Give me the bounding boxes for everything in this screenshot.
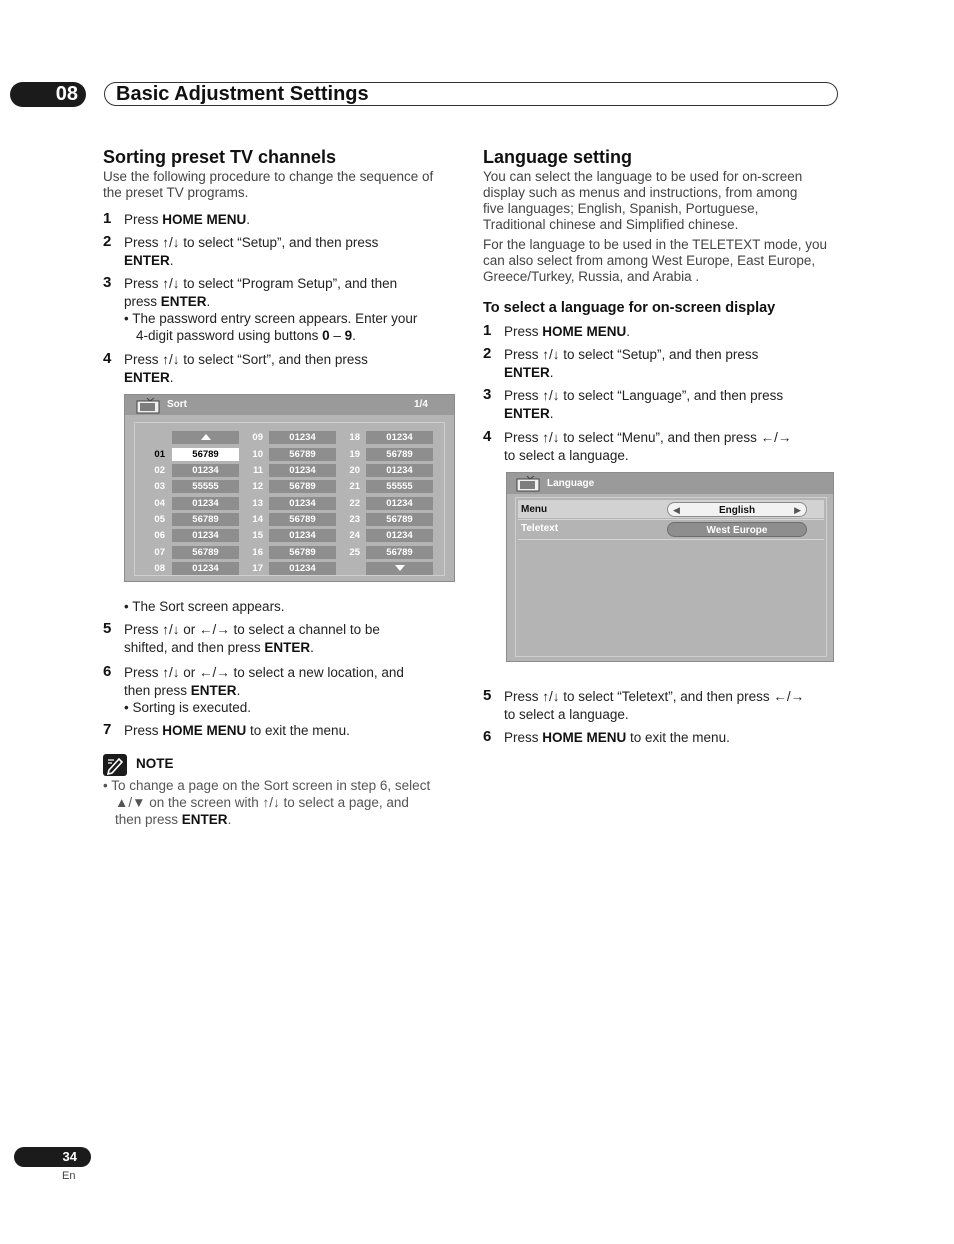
channel-cell[interactable]: 01234 (172, 529, 239, 542)
note-label: NOTE (136, 756, 174, 771)
channel-number: 19 (349, 449, 360, 460)
step-number: 7 (103, 721, 112, 738)
tv-icon (136, 398, 162, 416)
channel-number: 24 (349, 530, 360, 541)
channel-cell[interactable]: 56789 (172, 546, 239, 559)
language-screen (506, 472, 834, 662)
channel-cell[interactable]: 56789 (366, 448, 433, 461)
channel-cell[interactable]: 55555 (366, 480, 433, 493)
teletext-label: Teletext (521, 523, 559, 534)
channel-cell[interactable]: 56789 (172, 513, 239, 526)
step-number: 5 (103, 620, 112, 637)
sort-step-5: Press ↑/↓ or ←/→ to select a channel to be shifted, and then press ENTER. (124, 622, 380, 655)
teletext-language-value: West Europe (706, 525, 768, 536)
teletext-language-selector[interactable] (667, 522, 807, 537)
step-number: 4 (483, 428, 492, 445)
channel-number: 05 (154, 514, 165, 525)
language-screen-title: Language (547, 478, 595, 489)
sort-step-6: Press ↑/↓ or ←/→ to select a new location, and then press ENTER. • Sorting is executed. (124, 665, 404, 715)
step-number: 2 (103, 233, 112, 250)
sort-screen-page: 1/4 (414, 399, 428, 410)
step-number: 1 (103, 210, 112, 227)
language-step-6: Press HOME MENU to exit the menu. (504, 730, 730, 745)
language-step-5: Press ↑/↓ to select “Teletext”, and then press ←/→ to select a language. (504, 689, 805, 722)
language-panel (515, 497, 827, 657)
step-number: 2 (483, 345, 492, 362)
channel-cell[interactable]: 56789 (269, 513, 336, 526)
language-step-2: Press ↑/↓ to select “Setup”, and then press ENTER. (504, 347, 759, 380)
channel-cell[interactable]: 01234 (269, 497, 336, 510)
tv-icon (516, 476, 542, 494)
language-step-1: Press HOME MENU. (504, 324, 631, 339)
channel-number: 20 (349, 465, 360, 476)
channel-number: 02 (154, 465, 165, 476)
channel-number: 10 (252, 449, 263, 460)
channel-cell[interactable]: 56789 (269, 480, 336, 493)
channel-cell[interactable]: 01234 (366, 431, 433, 444)
channel-number: 17 (252, 563, 263, 574)
sort-step-7: Press HOME MENU to exit the menu. (124, 723, 350, 738)
channel-cell[interactable]: 01234 (269, 562, 336, 575)
channel-cell[interactable]: 01234 (269, 431, 336, 444)
channel-cell[interactable]: 56789 (366, 513, 433, 526)
menu-label: Menu (521, 504, 548, 515)
language-step-3: Press ↑/↓ to select “Language”, and then press ENTER. (504, 388, 784, 421)
language-section-title: Language setting (483, 147, 633, 167)
channel-cell[interactable]: 01234 (366, 529, 433, 542)
channel-number: 03 (154, 481, 165, 492)
channel-number: 08 (154, 563, 165, 574)
channel-number: 23 (349, 514, 360, 525)
chapter-title: Basic Adjustment Settings (116, 83, 369, 105)
sort-screen-title: Sort (167, 399, 187, 410)
sort-screen-appears: • The Sort screen appears. (124, 599, 285, 614)
sort-step-4: Press ↑/↓ to select “Sort”, and then press ENTER. (124, 352, 368, 385)
channel-number: 04 (154, 498, 165, 509)
page-down-cell[interactable] (366, 562, 433, 575)
language-step-4: Press ↑/↓ to select “Menu”, and then press ←/→ to select a language. (504, 430, 792, 463)
page-up-cell[interactable] (172, 431, 239, 444)
channel-cell[interactable]: 55555 (172, 480, 239, 493)
sort-section-title: Sorting preset TV channels (103, 147, 337, 167)
language-code: En (62, 1170, 76, 1182)
step-number: 5 (483, 687, 492, 704)
note-text: • To change a page on the Sort screen in step 6, select ▲/▼ on the screen with ↑/↓ to select a page, and then press ENTER. (103, 778, 431, 827)
channel-cell[interactable]: 01234 (172, 464, 239, 477)
channel-number: 12 (252, 481, 263, 492)
channel-cell[interactable]: 01234 (366, 464, 433, 477)
channel-cell[interactable]: 01234 (366, 497, 433, 510)
channel-number: 09 (252, 432, 263, 443)
channel-number: 07 (154, 547, 165, 558)
channel-number: 14 (252, 514, 263, 525)
channel-cell[interactable]: 01234 (172, 562, 239, 575)
channel-number: 16 (252, 547, 263, 558)
channel-cell[interactable]: 56789 (269, 448, 336, 461)
step-number: 6 (103, 663, 112, 680)
language-subheading: To select a language for on-screen display (483, 300, 776, 316)
channel-cell[interactable]: 01234 (269, 464, 336, 477)
channel-cell[interactable]: 56789 (172, 448, 239, 461)
menu-language-value: English (718, 505, 756, 516)
sort-intro: Use the following procedure to change the sequence of the preset TV programs. (103, 169, 434, 200)
channel-number: 13 (252, 498, 263, 509)
channel-cell[interactable]: 56789 (269, 546, 336, 559)
language-intro-2: For the language to be used in the TELETEXT mode, you can also select from among West Europe, East Europe, Greece/Turkey, Russia, and Arabia . (483, 237, 827, 284)
down-arrow-icon (395, 565, 405, 571)
channel-number: 06 (154, 530, 165, 541)
sort-grid (134, 422, 445, 576)
sort-step-3-bullet: • The password entry screen appears. Enter your 4-digit password using buttons 0 – 9. (124, 311, 418, 343)
sort-step-1: Press HOME MENU. (124, 212, 251, 227)
sort-screen (124, 394, 455, 582)
channel-number: 22 (349, 498, 360, 509)
channel-number: 18 (349, 432, 360, 443)
channel-number: 21 (349, 481, 360, 492)
channel-cell[interactable]: 01234 (269, 529, 336, 542)
sort-step-3: Press ↑/↓ to select “Program Setup”, and then press ENTER. (124, 276, 398, 309)
left-arrow-icon[interactable]: ◀ (673, 505, 680, 515)
right-arrow-icon[interactable]: ▶ (794, 505, 801, 515)
menu-language-selector[interactable] (667, 502, 807, 517)
channel-cell[interactable]: 01234 (172, 497, 239, 510)
channel-cell[interactable]: 56789 (366, 546, 433, 559)
channel-number: 25 (349, 547, 360, 558)
row-divider (518, 539, 824, 540)
step-number: 4 (103, 350, 112, 367)
chapter-number-badge: 08 (10, 82, 86, 107)
row-divider (518, 519, 824, 520)
page-number: 34 (14, 1147, 91, 1167)
step-number: 3 (103, 274, 112, 291)
step-number: 1 (483, 322, 492, 339)
language-intro-1: You can select the language to be used for on-screen display such as menus and instructions, from among five languages; English, Spanish, Portuguese, Traditional chinese and Simplified chinese. (483, 169, 803, 232)
up-arrow-icon (201, 434, 211, 440)
step-number: 6 (483, 728, 492, 745)
sort-step-2: Press ↑/↓ to select “Setup”, and then press ENTER. (124, 235, 379, 268)
note-icon (103, 754, 127, 776)
step-number: 3 (483, 386, 492, 403)
channel-number: 01 (154, 449, 165, 460)
channel-number: 15 (252, 530, 263, 541)
channel-number: 11 (252, 465, 263, 476)
